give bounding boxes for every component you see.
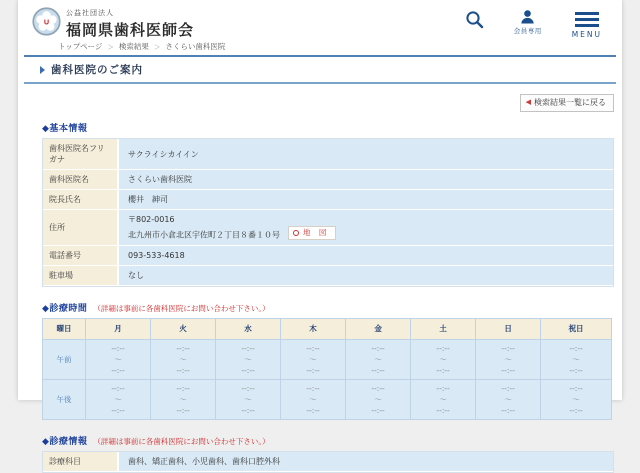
hours-cell: --:-- 〜 --:--: [346, 379, 411, 419]
hours-cell: --:-- 〜 --:--: [281, 379, 346, 419]
hours-col-sun: 日: [476, 318, 541, 339]
hours-heading: ◆診療時間: [42, 303, 88, 314]
basic-info-heading: ◆基本情報: [42, 124, 88, 134]
back-button-row: [18, 84, 622, 112]
phone-label: 電話番号: [43, 246, 119, 266]
site-header: [18, 0, 622, 55]
menu-button[interactable]: [572, 10, 602, 39]
map-button-label: 地 図: [303, 227, 330, 237]
table-row: [43, 452, 613, 472]
departments-value: 歯科、矯正歯科、小児歯科、歯科口腔外科: [119, 452, 613, 472]
member-area-label: 会員専用: [513, 27, 542, 35]
hours-col-wed: 水: [216, 318, 281, 339]
clinic-name-value: さくらい歯科医院: [119, 170, 613, 190]
back-button-label: 検索結果一覧に戻る: [534, 98, 606, 107]
member-person-icon: [520, 10, 535, 24]
breadcrumb-home[interactable]: トップページ: [58, 42, 103, 51]
hours-cell: --:-- 〜 --:--: [216, 339, 281, 379]
hours-cell: --:-- 〜 --:--: [476, 339, 541, 379]
street-address-text: 北九州市小倉北区宇佐町２丁目８番１０号: [128, 230, 280, 240]
hours-table: [42, 318, 612, 420]
hours-col-day: 曜日: [43, 318, 86, 339]
treatment-heading-row: [42, 434, 622, 447]
breadcrumb-current: さくらい歯科医院: [165, 42, 226, 51]
hours-cell: --:-- 〜 --:--: [86, 339, 151, 379]
search-icon: [465, 10, 484, 29]
hours-col-holiday: 祝日: [541, 318, 612, 339]
menu-label: MENU: [571, 29, 602, 39]
hours-cell: --:-- 〜 --:--: [476, 379, 541, 419]
parking-label: 駐車場: [43, 266, 119, 286]
treatment-table: [42, 451, 614, 473]
breadcrumb-search-results[interactable]: 検索結果: [118, 42, 149, 51]
parking-value: なし: [119, 266, 613, 286]
hours-cell: --:-- 〜 --:--: [86, 379, 151, 419]
hours-cell: --:-- 〜 --:--: [151, 339, 216, 379]
hours-col-mon: 月: [86, 318, 151, 339]
table-row: [43, 210, 613, 246]
hours-cell: --:-- 〜 --:--: [281, 339, 346, 379]
table-row: [43, 170, 613, 190]
hours-cell: --:-- 〜 --:--: [411, 339, 476, 379]
page-title-bar: [24, 55, 616, 84]
postal-code: 〒802-0016: [128, 215, 175, 224]
hours-col-fri: 金: [346, 318, 411, 339]
search-button[interactable]: [465, 10, 484, 29]
address-label: 住所: [43, 210, 119, 246]
afternoon-label: 午後: [43, 379, 86, 419]
breadcrumb-separator: ＞: [153, 43, 161, 51]
table-row: [43, 139, 613, 170]
departments-label: 診療科目: [43, 452, 119, 472]
hours-heading-row: [42, 301, 622, 314]
map-button[interactable]: [288, 226, 336, 241]
table-row: [43, 266, 613, 286]
treatment-heading: ◆診療情報: [42, 436, 88, 447]
director-name-label: 院長氏名: [43, 190, 119, 210]
hours-cell: --:-- 〜 --:--: [151, 379, 216, 419]
page-title: 歯科医院のご案内: [51, 64, 143, 76]
page-container: [18, 0, 622, 466]
map-icon: [293, 230, 299, 236]
breadcrumb: [58, 41, 225, 52]
hours-cell: --:-- 〜 --:--: [541, 379, 612, 419]
hours-note: （詳細は事前に各歯科医院にお問い合わせ下さい。）: [93, 303, 270, 313]
clinic-kana-value: サクライシカイイン: [119, 139, 613, 170]
address-value: [119, 210, 613, 246]
title-triangle-icon: [40, 66, 45, 74]
treatment-note: （詳細は事前に各歯科医院にお問い合わせ下さい。）: [93, 436, 270, 446]
hours-col-thu: 木: [281, 318, 346, 339]
street-address: [128, 226, 604, 241]
hours-row-afternoon: [43, 379, 612, 419]
hours-cell: --:-- 〜 --:--: [346, 339, 411, 379]
hours-col-sat: 土: [411, 318, 476, 339]
hours-col-tue: 火: [151, 318, 216, 339]
hours-header-row: [43, 318, 612, 339]
association-logo-icon: [32, 7, 61, 36]
site-brand: [66, 8, 194, 40]
table-row: [43, 190, 613, 210]
director-name-value: 櫻井 紳司: [119, 190, 613, 210]
back-to-results-button[interactable]: [520, 94, 614, 112]
member-area-button[interactable]: [514, 10, 542, 35]
basic-info-heading-row: [42, 121, 622, 134]
hours-cell: --:-- 〜 --:--: [216, 379, 281, 419]
org-type-label: 公益社団法人: [66, 9, 114, 17]
clinic-kana-label: 歯科医院名フリガナ: [43, 139, 119, 170]
org-name: 福岡県歯科医師会: [66, 21, 195, 39]
basic-info-table: [42, 138, 614, 287]
table-row: [43, 246, 613, 266]
back-arrow-icon: ◀: [525, 98, 531, 106]
phone-value: 093-533-4618: [119, 246, 613, 266]
hamburger-icon: [575, 10, 599, 27]
hours-cell: --:-- 〜 --:--: [541, 339, 612, 379]
morning-label: 午前: [43, 339, 86, 379]
hours-cell: --:-- 〜 --:--: [411, 379, 476, 419]
clinic-name-label: 歯科医院名: [43, 170, 119, 190]
breadcrumb-separator: ＞: [107, 43, 114, 51]
hours-row-morning: [43, 339, 612, 379]
header-actions: [465, 10, 602, 39]
